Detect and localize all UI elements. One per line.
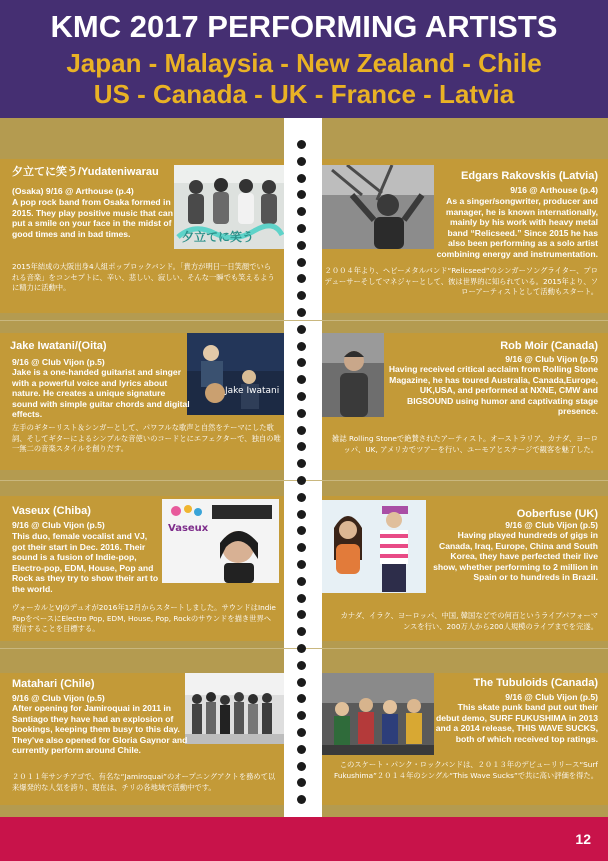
artist-card-matahari xyxy=(0,673,284,805)
artist-card-jake-iwatani xyxy=(0,333,284,470)
binding-dot xyxy=(297,577,306,586)
artist-photo xyxy=(187,333,284,415)
artist-description: This duo, female vocalist and VJ, got their start in Dec. 2016. Their sound is a fusion of Indie-pop, Electro-pop, EDM, House, Pop and Rock as they try to show their art to the world. xyxy=(12,531,159,594)
binding-dot xyxy=(297,308,306,317)
performance-info: 9/16 @ Arthouse (p.4) xyxy=(510,185,598,195)
artist-description: A pop rock band from Osaka formed in 2015. They play positive music that can put a smile on your face in the midst of good times and in bad times. xyxy=(12,197,173,239)
page-number: 12 xyxy=(575,831,591,847)
artist-card-yudateniwarau xyxy=(0,159,284,313)
artist-description-japanese: ヴォーカルとVJのデュオが2016年12月からスタートしました。サウンドはIndie PopをベースにElectro Pop, EDM, House, Pop, Rockのサウンドを描き世界へ発信することを目標する。 xyxy=(12,603,276,634)
binding-dot xyxy=(297,728,306,737)
performance-info: 9/16 @ Club Vijon (p.5) xyxy=(505,520,598,530)
binding-dot xyxy=(297,224,306,233)
binding-dot xyxy=(297,459,306,468)
binding-dot xyxy=(297,190,306,199)
tubuloids-photo-image xyxy=(322,673,434,755)
artist-photo xyxy=(322,500,426,593)
artist-photo xyxy=(162,499,279,583)
binding-dot xyxy=(297,157,306,166)
binding-dot xyxy=(297,476,306,485)
artist-name: Vaseux (Chiba) xyxy=(12,505,91,517)
artist-description: This skate punk band put out their debut demo, SURF FUKUSHIMA in 2013 and a 2014 release, THIS WAVE SUCKS, both of which received top ratings. xyxy=(435,702,598,744)
binding-dot xyxy=(297,526,306,535)
artist-description-japanese: 雑誌 Rolling Stoneで絶賛されたアーティスト。オーストラリア、カナダ、ヨーロッパ、UK, アメリカでツアーを行い、ユーモアとステージで観客を魅了した。 xyxy=(332,434,598,454)
binding-dot xyxy=(297,762,306,771)
artist-photo xyxy=(174,165,284,249)
artist-photo xyxy=(185,673,284,744)
binding-dot xyxy=(297,543,306,552)
artist-description-japanese: ２０１１年サンチアゴで、有名な“Jamiroquai”のオープニングアクトを務めて以来爆発的な人気を誇り、現在は、チリの各地域で活動中です。 xyxy=(12,772,276,792)
binding-dot xyxy=(297,426,306,435)
binding-dot xyxy=(297,594,306,603)
binding-dot xyxy=(297,678,306,687)
performance-info: 9/16 @ Club Vijon (p.5) xyxy=(12,520,105,530)
matahari-photo-image xyxy=(185,673,284,744)
binding-dot xyxy=(297,174,306,183)
binding-dot xyxy=(297,274,306,283)
rob-photo-image xyxy=(322,333,384,417)
band-photo-image xyxy=(174,165,284,249)
photo-logo-text: Jake Iwatani xyxy=(225,386,280,396)
binding-dot xyxy=(297,358,306,367)
performance-info: (Osaka) 9/16 @ Arthouse (p.4) xyxy=(12,186,134,196)
performance-info: 9/16 @ Club Vijon (p.5) xyxy=(505,354,598,364)
countries-line-1: Japan - Malaysia - New Zealand - Chile xyxy=(66,48,542,78)
jake-photo-image xyxy=(187,333,284,415)
artist-name: Edgars Rakovskis (Latvia) xyxy=(461,170,598,182)
page-header xyxy=(0,0,608,118)
artist-card-ooberfuse xyxy=(322,496,608,641)
artist-description: Having received critical acclaim from Rolling Stone Magazine, he has toured Australia, Canada,Europe, UK,USA, and performed at NXNE, CMW and BIGSOUND using humor and captivating stage presence. xyxy=(388,364,598,417)
artist-description-japanese: カナダ、イラク、ヨーロッパ、中国, 韓国などでの何百というライブパフォーマンスを行い、200万人から200人規模のライブまでを完遂。 xyxy=(340,611,598,631)
binding-dot xyxy=(297,627,306,636)
binding-dot xyxy=(297,510,306,519)
binding-dot xyxy=(297,207,306,216)
artist-card-edgars-rakovskis xyxy=(322,159,608,313)
artist-photo xyxy=(322,333,384,417)
performance-info: 9/16 @ Club Vijon (p.5) xyxy=(12,693,105,703)
artist-description-japanese: ２００４年より、ヘビーメタルバンド“Relicseed”のシンガーソングライター、プロデューサーそしてマネジャーとして、彼は世界的に知られている。2015年より、ソローアーティストとして活動もスタート。 xyxy=(324,266,598,297)
binding-dot xyxy=(297,745,306,754)
artist-name: Jake Iwatani/(Oita) xyxy=(10,340,107,352)
binding-dot xyxy=(297,342,306,351)
binding-dot xyxy=(297,493,306,502)
binding-dot xyxy=(297,795,306,804)
binding-dot xyxy=(297,392,306,401)
performance-info: 9/16 @ Club Vijon (p.5) xyxy=(505,692,598,702)
binding-dot xyxy=(297,258,306,267)
artist-name: Rob Moir (Canada) xyxy=(500,340,598,352)
photo-logo-text: Vaseux xyxy=(168,523,209,534)
binding-dot xyxy=(297,694,306,703)
binding-dot xyxy=(297,442,306,451)
artist-card-tubuloids xyxy=(322,673,608,805)
binding-dot xyxy=(297,778,306,787)
vaseux-photo-image xyxy=(162,499,279,583)
page-title: KMC 2017 PERFORMING ARTISTS xyxy=(50,9,558,44)
binding-dot xyxy=(297,409,306,418)
artist-card-vaseux xyxy=(0,496,284,641)
photo-logo-text: 夕立てに笑う xyxy=(182,230,255,244)
artist-name: 夕立てに笑う/Yudateniwarau xyxy=(12,166,159,178)
spiral-binding xyxy=(293,140,311,817)
artist-name: Ooberfuse (UK) xyxy=(516,508,598,520)
artist-description: Jake is a one-handed guitarist and singer with a powerful voice and lyrics about nature. He creates a unique signature sound with simple guitar chords and digital effects. xyxy=(12,367,190,420)
artist-name: Matahari (Chile) xyxy=(12,678,95,690)
binding-dot xyxy=(297,241,306,250)
binding-dot xyxy=(297,644,306,653)
binding-dot xyxy=(297,711,306,720)
binding-dot xyxy=(297,661,306,670)
countries-line-2: US - Canada - UK - France - Latvia xyxy=(93,79,515,109)
binding-dot xyxy=(297,140,306,149)
artist-photo xyxy=(322,673,434,755)
artist-description: As a singer/songwriter, producer and manager, he is known internationally, mainly by his work with heavy metal band “Relicseed.” Since 2015 he has also been performing as a solo artist combining energy and instrumentation. xyxy=(436,196,598,259)
artist-description-japanese: 2015年結成の大阪出身4人組ポップロックバンド。「貴方が明日一日笑顔でいられる音楽」をコンセプトに、辛い、悲しい、寂しい、そんな一瞬でも笑えるように精力に活動中。 xyxy=(12,262,275,293)
performance-info: 9/16 @ Club Vijon (p.5) xyxy=(12,357,105,367)
binding-dot xyxy=(297,375,306,384)
artist-description-japanese: 左手のギターリスト＆シンガーとして、パワフルな歌声と自然をテーマにした歌詞、そしてギターによるシンプルな音使いのコードとにエフェクターで、独自の唯一無二の音楽スタイルを創りだす。 xyxy=(12,423,281,454)
bottom-bar xyxy=(0,817,608,861)
artist-description: Having played hundreds of gigs in Canada, Iraq, Europe, China and South Korea, they have perfected their live show, whether performing to 2 million in Spain or to hundreds in Brazil. xyxy=(433,530,598,583)
binding-dot xyxy=(297,610,306,619)
artist-description-japanese: このスケート・パンク・ロックバンドは、２０１３年のデビューリリース“Surf Fukushima”２０１４年のシングル“This Wave Sucks”で共に高い評価を得た。 xyxy=(334,760,598,780)
artist-name: The Tubuloids (Canada) xyxy=(473,677,598,689)
artist-description: After opening for Jamiroquai in 2011 in Santiago they have had an explosion of bookings, keeping them busy to this day. They've also opened for Gloria Gaynor and currently perform around Chile. xyxy=(12,703,188,756)
ooberfuse-photo-image xyxy=(322,500,426,593)
binding-dot xyxy=(297,291,306,300)
binding-dot xyxy=(297,560,306,569)
binding-dot xyxy=(297,325,306,334)
artist-card-rob-moir xyxy=(322,333,608,470)
